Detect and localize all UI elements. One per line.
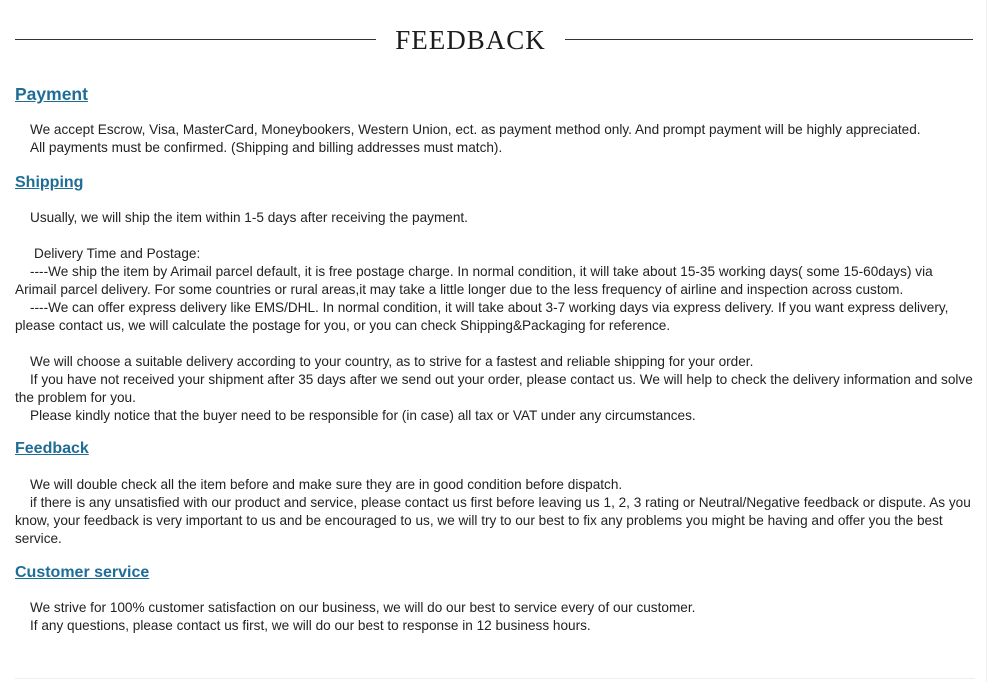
payment-heading: Payment	[15, 84, 88, 104]
shipping-text	[15, 209, 975, 425]
tax-notice-line: Please kindly notice that the buyer need to be responsible for (in case) all tax or VAT under any circumstances.	[30, 408, 696, 423]
not-received-paragraph: If you have not received your shipment after 35 days after we send out your order, please contact us. We will help to check the delivery information and solve the problem for you.	[15, 372, 973, 405]
spacer	[15, 227, 975, 245]
customer-service-heading: Customer service	[15, 564, 150, 581]
spacer	[15, 335, 975, 353]
banner-rule-left	[15, 39, 376, 40]
shipping-intro-line: Usually, we will ship the item within 1-5 days after receiving the payment.	[30, 210, 468, 225]
payment-text	[15, 121, 975, 157]
shipping-heading: Shipping	[15, 174, 84, 191]
banner-rule-right	[565, 39, 973, 40]
feedback-unsatisfied-paragraph: if there is any unsatisfied with our product and service, please contact us first before leaving us 1, 2, 3 rating or Neutral/Negative feedback or dispute. As you know, your feedback is very important to us and be encouraged to us, we will try to our best to fix any problems you might be having and offer you the best service.	[15, 495, 971, 546]
delivery-express-paragraph: ----We can offer express delivery like EMS/DHL. In normal condition, it will take about 3-7 working days via express delivery. If you want express delivery, please contact us, we will calculate the postage for you, or you can check Shipping&Packaging for reference.	[15, 300, 949, 333]
feedback-banner	[0, 20, 991, 60]
feedback-heading: Feedback	[15, 440, 89, 457]
response-time-line: If any questions, please contact us first, we will do our best to response in 12 business hours.	[30, 618, 591, 633]
feedback-check-line: We will double check all the item before and make sure they are in good condition before dispatch.	[30, 477, 623, 492]
feedback-text	[15, 476, 975, 548]
bottom-divider	[15, 678, 975, 679]
customer-service-text	[15, 599, 975, 635]
right-edge-divider	[986, 0, 987, 682]
payment-confirm-line: All payments must be confirmed. (Shipping and billing addresses must match).	[30, 140, 503, 155]
satisfaction-line: We strive for 100% customer satisfaction on our business, we will do our best to service every of our customer.	[30, 600, 696, 615]
delivery-standard-paragraph: ----We ship the item by Arimail parcel default, it is free postage charge. In normal condition, it will take about 15-35 working days( some 15-60days) via Arimail parcel delivery. For some countries or rural areas,it may take a little longer due to the less frequency of airline and inspection across custom.	[15, 264, 933, 297]
banner-title: FEEDBACK	[395, 25, 546, 55]
delivery-choose-line: We will choose a suitable delivery according to your country, as to strive for a fastest and reliable shipping for your order.	[30, 354, 754, 369]
delivery-title-line: Delivery Time and Postage:	[34, 246, 201, 261]
payment-methods-line: We accept Escrow, Visa, MasterCard, Moneybookers, Western Union, ect. as payment method only. And prompt payment will be highly appreciated.	[30, 122, 921, 137]
